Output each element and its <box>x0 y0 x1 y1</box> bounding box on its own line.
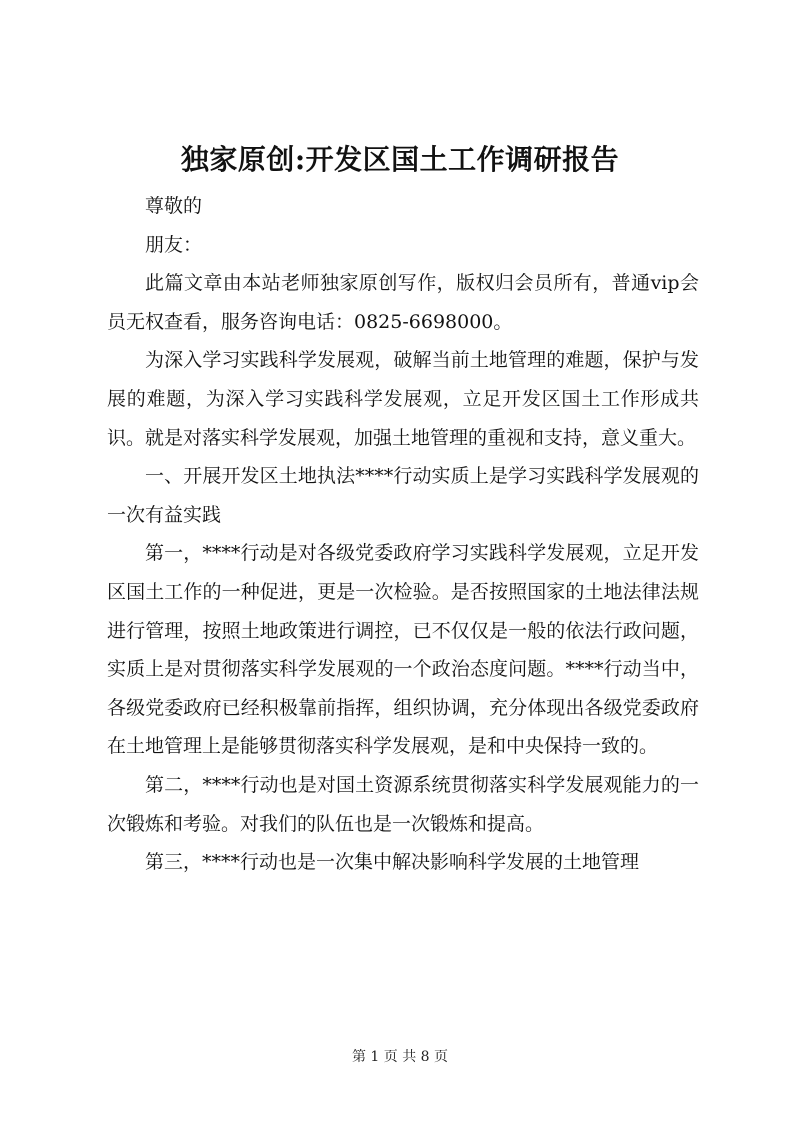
section-heading-1: 一、开展开发区土地执法****行动实质上是学习实践科学发展观的一次有益实践 <box>107 465 699 526</box>
paragraph-first: 第一，****行动是对各级党委政府学习实践科学发展观，立足开发区国土工作的一种促进，更是一次检验。是否按照国家的土地法律法规进行管理，按照土地政策进行调控，已不仅仅是一般的依法行政问题，实质上是对贯彻落实科学发展观的一个政治态度问题。****行动当中，各级党委政府已经积极靠前指挥，组织协调，充分体现出各级党委政府在土地管理上是能够贯彻落实科学发展观，是和中央保持一致的。 <box>107 542 699 758</box>
document-body <box>107 187 699 882</box>
paragraph-second: 第二，****行动也是对国土资源系统贯彻落实科学发展观能力的一次锻炼和考验。对我们的队伍也是一次锻炼和提高。 <box>107 773 699 835</box>
copyright-notice: 此篇文章由本站老师独家原创写作，版权归会员所有，普通vip会员无权查看，服务咨询电话：0825-6698000。 <box>107 272 699 333</box>
salutation-line-2: 朋友： <box>145 233 203 256</box>
paragraph-third: 第三，****行动也是一次集中解决影响科学发展的土地管理 <box>145 851 640 874</box>
document-title: 独家原创:开发区国土工作调研报告 <box>180 143 620 176</box>
page-number-footer: 第 1 页 共 8 页 <box>351 1049 449 1065</box>
intro-paragraph: 为深入学习实践科学发展观，破解当前土地管理的难题，保护与发展的难题，为深入学习实践科学发展观，立足开发区国土工作形成共识。就是对落实科学发展观，加强土地管理的重视和支持，意义重大。 <box>107 349 699 449</box>
salutation-line-1: 尊敬的 <box>145 195 203 217</box>
